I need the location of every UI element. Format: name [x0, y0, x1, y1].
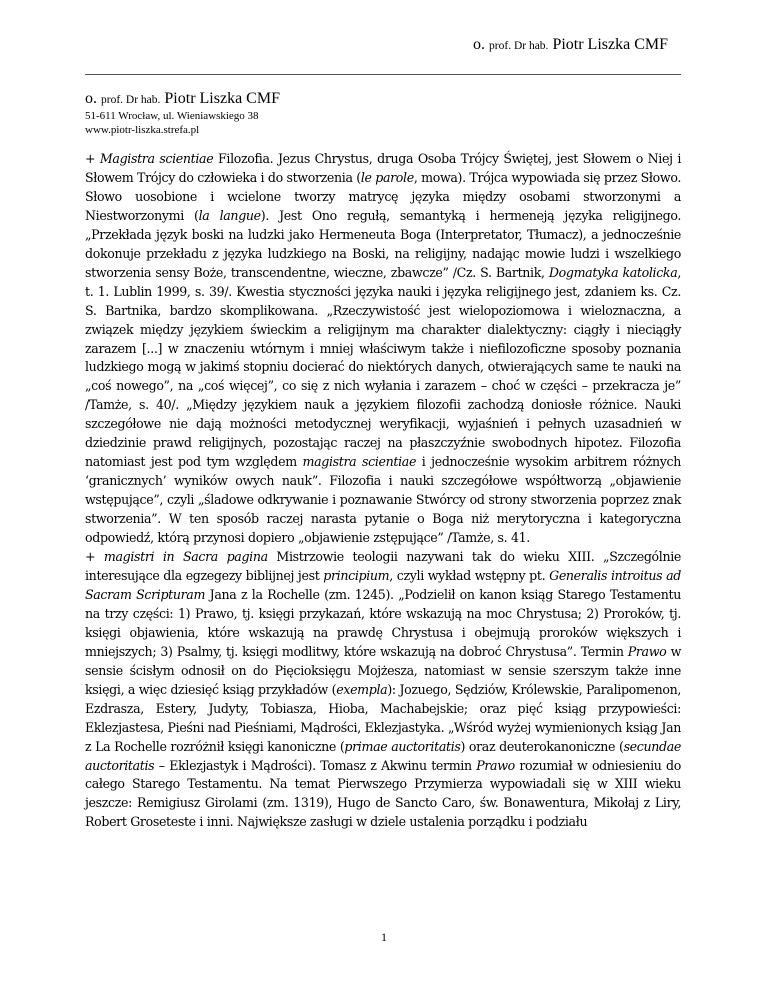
body-text: [85, 150, 681, 832]
italic-run: Prawo: [627, 643, 667, 659]
text-run: ): Jozuego, Sędziów, Królewskie, Paralipomenon, Ezdrasza, Estery, Judyty, Tobiasza, Hioba, Machabejskie; oraz pięć ksiąg przypowieści: Eklezjastesa, Pieśni nad Pieśniami, Mądrości, Eklezjastyka. „Wśród wyżej wymienionych ksiąg Jan z La Rochelle rozróżnił księgi kanoniczne (: [85, 681, 681, 754]
text-run: i jednocześnie wysokim arbitrem różnych ‘granicznych’ wyników owych nauk”. Filozofia i nauki szczegółowe współtworzą „objawienie wstępujące”, czyli „śladowe odkrywanie i poznawanie Stwórcy od strony stworzenia poprzez znak stworzenia”. W ten sposób raczej narasta pytanie o Boga niż merytoryczna i kategoryczna odpowiedź, którą przynosi dopiero „objawienie zstępujące” /Tamże, s. 41.: [85, 454, 682, 546]
text-run: w sensie ścisłym odnosił on do Pięcioksięgu Mojżesza, natomiast w sensie szerszym także inne księgi, a więc dziesięć ksiąg przykładów (: [85, 643, 681, 697]
italic-run: principium: [323, 567, 390, 583]
italic-run: Prawo: [476, 757, 515, 773]
italic-run: la langue: [198, 207, 261, 223]
author-name: Piotr Liszka CMF: [164, 90, 280, 107]
text-run: rozumiał w odniesieniu do całego Starego Testamentu. Na temat Pierwszego Przymierza wypowiadali się w XIII wieku jeszcze: Remigiusz Girolami (zm. 1319), Hugo de Sancto Caro, św. Bonawentura, Mikołaj z Liry, Robert Groseteste i inni. Największe zasługi w dziele ustalenia porządku i podziału: [85, 757, 681, 830]
author-name-block: [85, 90, 280, 108]
body-paragraph: [85, 150, 681, 548]
italic-run: Dogmatyka katolicka: [548, 264, 678, 280]
text-run: Jana z la Rochelle (zm. 1245). „Podzielił on kanon ksiąg Starego Testamentu na trzy części: 1) Prawo, tj. księgi przykazań, które wskazują na moc Chrystusa; 2) Proroków, tj. księgi objawienia, które wskazują na prawdę Chrystusa i obejmują proroków większych i mniejszych; 3) Psalmy, tj. księgi modlitwy, które wskazują na dobroć Chrystusa”. Termin: [85, 586, 681, 659]
text-run: Mistrzowie teologii nazywani tak do wieku XIII. „Szczególnie interesujące dla egzegezy biblijnej jest: [85, 549, 682, 583]
text-run: , mowa). Trójca wypowiada się przez Słowo. Słowo uosobione i wcielone tworzy matrycę języka między osobami stworzonymi a Niestworzonymi (: [85, 169, 681, 223]
text-run: +: [85, 151, 100, 166]
italic-run: Generalis introitus ad Sacram Scripturam: [85, 567, 682, 602]
italic-run: magistra scientiae: [302, 454, 417, 470]
header-rule: [85, 74, 681, 75]
text-run: +: [85, 549, 104, 565]
text-run: ). Jest Ono regułą, semantyką i hermeneją języka religijnego. „Przekłada język boski na ludzki jako Hermeneuta Boga (Interpretator, Tłumacz), a jednocześnie dokonuje przekładu z języka ludzkiego na Boski, na religijny, nadając mowie ludzi i wszelkiego stworzenia sensy Boże, transcendentne, wieczne, zbawcze” /Cz. S. Bartnik,: [85, 207, 681, 280]
italic-run: primae auctoritatis: [344, 738, 461, 754]
italic-run: magistri in Sacra pagina: [103, 549, 268, 565]
author-address: 51-611 Wrocław, ul. Wieniawskiego 38: [85, 110, 259, 122]
text-run: Filozofia. Jezus Chrystus, druga Osoba Trójcy Świętej, jest Słowem o Niej i Słowem Trójcy do człowieka i do stworzenia (: [85, 151, 681, 185]
italic-run: le parole: [360, 169, 414, 185]
header-name: Piotr Liszka CMF: [552, 36, 668, 53]
header-titles: prof. Dr hab.: [489, 40, 549, 52]
italic-run: exempla: [336, 681, 388, 697]
author-prefix: o.: [85, 90, 97, 107]
text-run: , czyli wykład wstępny pt.: [389, 567, 550, 583]
author-titles: prof. Dr hab.: [101, 94, 161, 106]
author-website: www.piotr-liszka.strefa.pl: [85, 124, 200, 136]
italic-run: secundae auctoritatis: [85, 738, 681, 773]
page-number: 1: [381, 930, 387, 944]
header-prefix: o.: [473, 36, 486, 53]
running-header: [473, 36, 668, 54]
body-paragraph: [85, 548, 681, 832]
italic-run: Magistra scientiae: [99, 151, 214, 166]
text-run: – Eklezjastyk i Mądrości). Tomasz z Akwinu termin: [154, 757, 477, 773]
text-run: , t. 1. Lublin 1999, s. 39/. Kwestia styczności języka nauki i języka religijnego jest, zdaniem ks. Cz. S. Bartnika, bardzo skomplikowana. „Rzeczywistość jest wielopoziomowa i wieloznaczna, a związek między językiem świeckim a religijnym ma charakter dialektyczny: ciągły i nieciągły zarazem [...] w znaczeniu wtórnym i mniej właściwym także i niefilozoficzne sposoby poznania ludzkiego mogą w jakimś stopniu docierać do niektórych danych, otwierających same te nauki na „coś nowego”, na „coś więcej”, co się z nich wyłania i zarazem – choć w części – przekracza je” /Tamże, s. 40/. „Między językiem nauk a językiem filozofii zachodzą doniosłe różnice. Nauki szczegółowe nie dają możności metodycznej weryfikacji, wyjaśnień i pełnych uzasadnień w dziedzinie prawd religijnych, pozostając raczej na płaszczyźnie swobodnych hipotez. Filozofia natomiast jest pod tym względem: [85, 264, 682, 470]
text-run: ) oraz deuterokanoniczne (: [460, 738, 624, 754]
